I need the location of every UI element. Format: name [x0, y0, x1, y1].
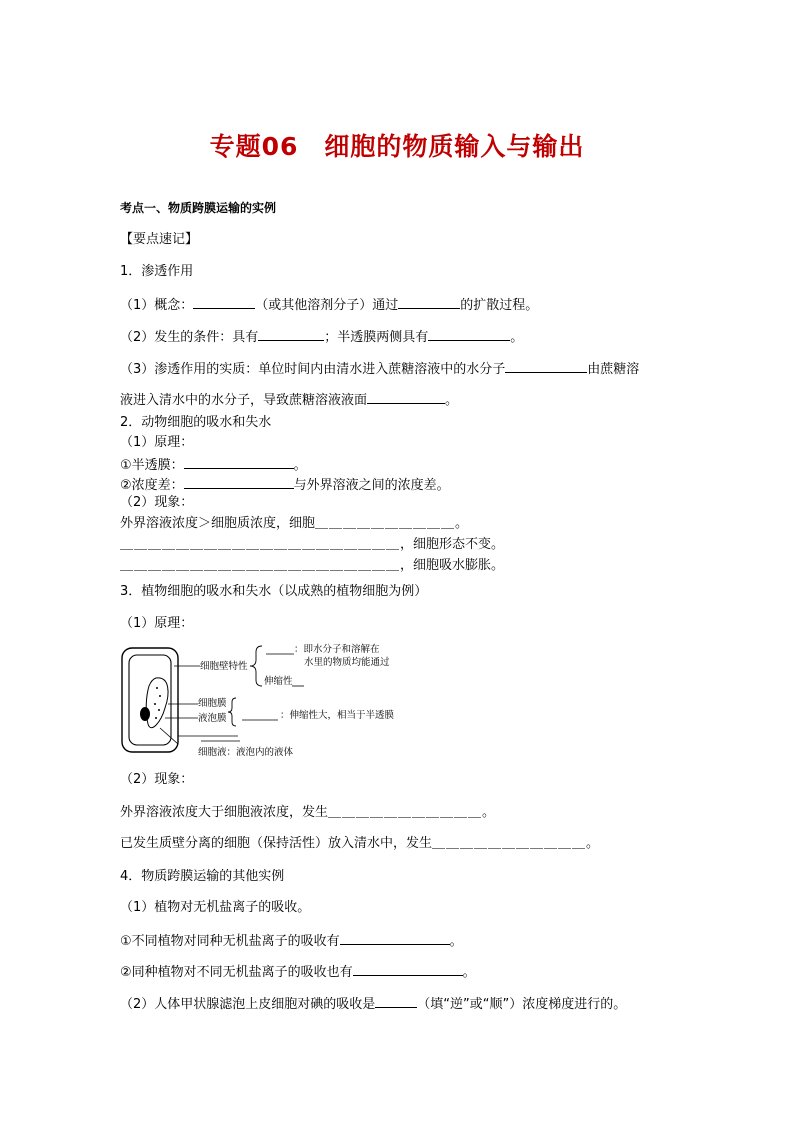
- item3-title: 3．植物细胞的吸水和失水（以成熟的植物细胞为例）: [120, 584, 428, 599]
- item3-case2: [120, 836, 599, 852]
- text: （2）人体甲状腺滤泡上皮细胞对碘的吸收是: [120, 997, 376, 1012]
- brace: [250, 646, 262, 686]
- blank[interactable]: [258, 327, 324, 341]
- layer-desc: ：伸缩性大，相当于半透膜: [280, 710, 395, 721]
- text: （填“逆”或“顺”）浓度梯度进行的。: [417, 997, 627, 1012]
- text: 液进入清水中的水分子，导致蔗糖溶液液面: [120, 393, 368, 408]
- text: ①半透膜：: [120, 458, 184, 473]
- blank[interactable]: ＿＿＿＿＿＿＿＿＿＿＿: [328, 805, 483, 820]
- particle-shape: [159, 695, 161, 697]
- particle-shape: [154, 703, 156, 705]
- text: ，细胞吸水膨胀。: [400, 558, 505, 573]
- item1-concept-line: [120, 295, 538, 314]
- label-cell-wall: 细胞壁特性: [200, 661, 248, 672]
- item2-phenomenon: （2）现象：: [120, 495, 194, 510]
- text: 。: [462, 965, 476, 980]
- text: ②浓度差：: [120, 478, 184, 493]
- blank[interactable]: [375, 994, 417, 1008]
- blank[interactable]: ＿＿＿＿＿＿＿＿＿＿＿＿＿＿＿＿＿＿＿＿: [120, 558, 401, 573]
- blank[interactable]: ＿＿＿＿＿＿＿＿＿＿: [315, 516, 456, 531]
- item1-essence-line2: [120, 390, 458, 409]
- item3-principle: （1）原理：: [120, 616, 194, 631]
- text: 已发生质壁分离的细胞（保持活性）放入清水中，发生: [120, 836, 433, 851]
- text: （3）渗透作用的实质：单位时间内由清水进入蔗糖溶液中的水分子: [120, 362, 506, 377]
- text: ②同种植物对不同无机盐离子的吸收也有: [120, 965, 353, 980]
- item2-case2: [120, 537, 504, 553]
- text: 。: [293, 458, 307, 473]
- item1-title: 1．渗透作用: [120, 264, 194, 279]
- text: 。: [445, 393, 459, 408]
- text: 。: [449, 934, 463, 949]
- wall-desc-1: ：即水分子和溶解在: [294, 644, 380, 655]
- particle-shape: [158, 709, 160, 711]
- item1-essence-line: [120, 359, 639, 378]
- particle-shape: [156, 687, 158, 689]
- blank[interactable]: ＿＿＿＿＿＿＿＿＿＿＿: [432, 836, 587, 851]
- item3-phenomenon: （2）现象：: [120, 772, 194, 787]
- text: ，细胞形态不变。: [400, 537, 505, 552]
- text: 由蔗糖溶: [587, 362, 640, 377]
- blank[interactable]: ＿＿＿＿＿＿＿＿＿＿＿＿＿＿＿＿＿＿＿＿: [120, 537, 401, 552]
- text: ；半透膜两侧具有: [324, 330, 429, 345]
- blank[interactable]: [193, 295, 255, 309]
- text: （或其他溶剂分子）通过: [255, 298, 399, 313]
- blank[interactable]: [184, 455, 294, 469]
- blank[interactable]: [353, 962, 463, 976]
- item4-iodine: [120, 994, 626, 1013]
- blank[interactable]: [340, 931, 450, 945]
- item2-membrane-line: [120, 455, 307, 474]
- label-stretch: 伸缩性: [264, 676, 293, 687]
- key-points-label: 【要点速记】: [120, 232, 199, 247]
- text: 。: [510, 330, 524, 345]
- text: 。: [586, 836, 600, 851]
- text: 的扩散过程。: [460, 298, 539, 313]
- plant-cell-diagram: [118, 638, 428, 764]
- section-heading: 考点一、物质跨膜运输的实例: [120, 201, 277, 215]
- text: 与外界溶液之间的浓度差。: [293, 478, 450, 493]
- nucleus-shape: [140, 707, 150, 721]
- item2-title: 2．动物细胞的吸水和失水: [120, 415, 272, 430]
- text: 。: [482, 805, 496, 820]
- label-membrane: 细胞膜: [198, 698, 227, 709]
- vacuole-shape: [146, 678, 168, 728]
- particle-shape: [155, 717, 157, 719]
- text: 。: [455, 516, 469, 531]
- cell-membrane-shape: [129, 655, 171, 745]
- blank[interactable]: [505, 359, 587, 373]
- blank[interactable]: [184, 475, 294, 489]
- text: 外界溶液浓度＞细胞质浓度，细胞: [120, 516, 316, 531]
- blank[interactable]: [367, 390, 445, 404]
- item2-gradient-line: [120, 475, 450, 494]
- blank[interactable]: [428, 327, 510, 341]
- brace: [228, 698, 236, 726]
- item4-case1: [120, 931, 463, 950]
- item3-case1: [120, 805, 495, 821]
- text: （1）概念：: [120, 298, 194, 313]
- wall-desc-2: 水里的物质均能通过: [304, 657, 390, 668]
- item4-ions: （1）植物对无机盐离子的吸收。: [120, 900, 311, 915]
- label-cell-sap: 细胞液：液泡内的液体: [198, 747, 294, 758]
- blank[interactable]: [398, 295, 460, 309]
- text: 外界溶液浓度大于细胞液浓度，发生: [120, 805, 329, 820]
- item4-case2: [120, 962, 476, 981]
- item2-principle: （1）原理：: [120, 435, 194, 450]
- label-tonoplast: 液泡膜: [198, 713, 227, 724]
- page-title: 专题06 细胞的物质输入与输出: [209, 132, 585, 161]
- item1-condition-line: [120, 327, 523, 346]
- text: ①不同植物对同种无机盐离子的吸收有: [120, 934, 340, 949]
- item4-title: 4．物质跨膜运输的其他实例: [120, 869, 285, 884]
- item2-case3: [120, 558, 504, 574]
- text: （2）发生的条件：具有: [120, 330, 259, 345]
- item2-case1: [120, 516, 468, 532]
